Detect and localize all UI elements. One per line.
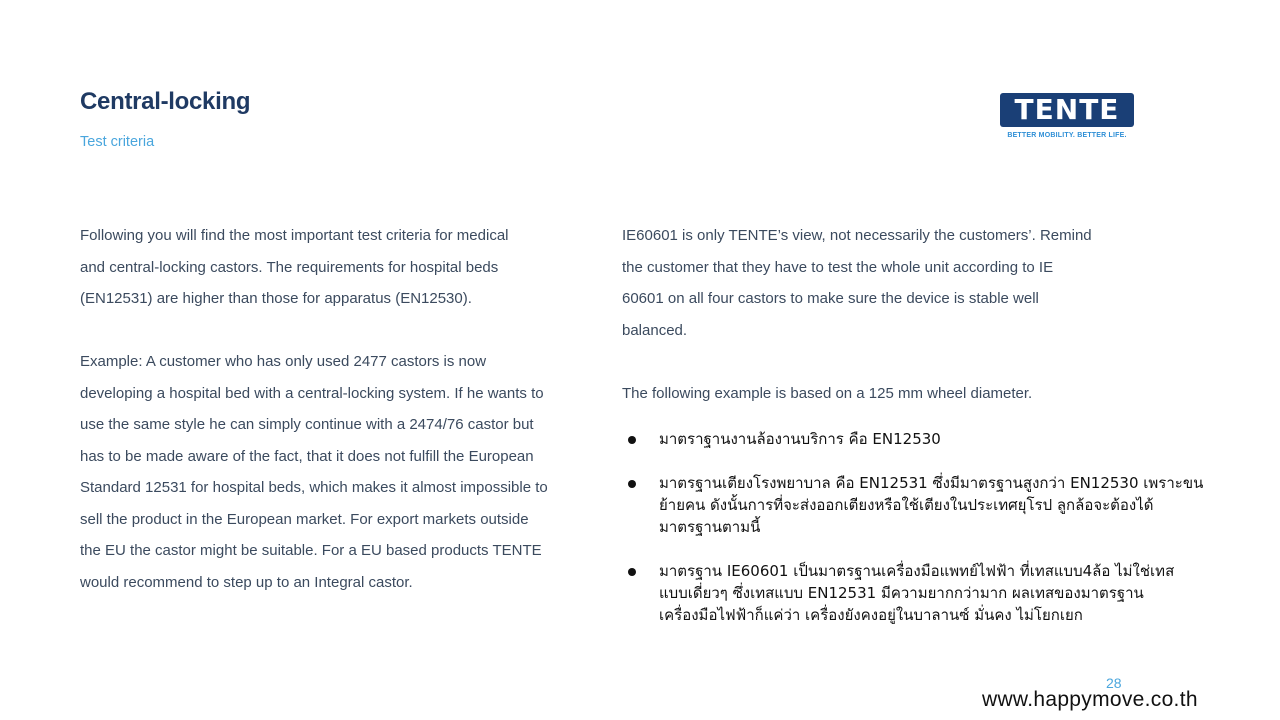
logo-tagline: BETTER MOBILITY. BETTER LIFE. (1007, 132, 1127, 139)
text-line: 60601 on all four castors to make sure the device is stable well (622, 290, 1039, 307)
page-subtitle: Test criteria (80, 134, 155, 150)
tente-logo (1000, 93, 1136, 139)
list-item (622, 560, 1242, 626)
left-text-column (80, 220, 600, 598)
text-line: Following you will find the most important test criteria for medical (80, 227, 509, 244)
text-line: The following example is based on a 125 mm wheel diameter. (622, 384, 1033, 402)
text-line: would recommend to step up to an Integral castor. (80, 573, 413, 591)
ie60601-paragraph (622, 220, 1242, 346)
text-line: แบบเดี่ยวๆ ซึ่งเทสแบบ EN12531 มีความยากกว่ามาก ผลเทสของมาตรฐาน (659, 584, 1144, 602)
thai-bullet-list (622, 428, 1242, 648)
bullet-icon (628, 436, 636, 444)
website-url: www.happymove.co.th (982, 688, 1198, 711)
text-line: has to be made aware of the fact, that it does not fulfill the European (80, 447, 534, 465)
text-line: the customer that they have to test the whole unit according to IE (622, 258, 1054, 276)
text-line: (EN12531) are higher than those for apparatus (EN12530). (80, 290, 472, 307)
page-title: Central-locking (80, 88, 251, 115)
bullet-icon (628, 480, 636, 488)
text-line: use the same style he can simply continue with a 2474/76 castor but (80, 416, 534, 433)
text-line: IE60601 is only TENTE’s view, not necessarily the customers’. Remind (622, 227, 1092, 244)
text-line: มาตรฐานตามนี้ (659, 518, 761, 536)
text-line: the EU the castor might be suitable. For a EU based products TENTE (80, 542, 542, 559)
text-line: ย้ายคน ดังนั้นการที่จะส่งออกเตียงหรือใช้เตียงในประเทศยุโรป ลูกล้อจะต้องได้ (659, 496, 1154, 514)
wheel-diameter-paragraph (622, 378, 1242, 410)
bullet-icon (628, 568, 636, 576)
list-item (622, 428, 1242, 450)
text-line: เครื่องมือไฟฟ้าก็แค่ว่า เครื่องยังคงอยู่ในบาลานซ์ มั่นคง ไม่โยกเยก (659, 606, 1083, 624)
text-line: มาตราฐานงานล้องานบริการ คือ EN12530 (659, 430, 941, 448)
list-item (622, 472, 1242, 538)
text-line: มาตรฐาน IE60601 เป็นมาตรฐานเครื่องมือแพทย์ไฟฟ้า ที่เทสแบบ4ล้อ ไม่ใช่เทส (659, 562, 1175, 580)
logo-wordmark: TENTE (1000, 93, 1134, 127)
text-line: balanced. (622, 321, 688, 339)
text-line: sell the product in the European market. For export markets outside (80, 510, 529, 528)
intro-paragraph (80, 220, 600, 315)
page-number: 28 (1106, 675, 1122, 691)
text-line: and central-locking castors. The requirements for hospital beds (80, 258, 499, 276)
example-paragraph (80, 346, 600, 598)
text-line: developing a hospital bed with a central-locking system. If he wants to (80, 384, 544, 402)
text-line: มาตรฐานเตียงโรงพยาบาล คือ EN12531 ซึ่งมีมาตรฐานสูงกว่า EN12530 เพราะขน (659, 474, 1204, 492)
text-line: Standard 12531 for hospital beds, which makes it almost impossible to (80, 479, 548, 496)
text-line: Example: A customer who has only used 2477 castors is now (80, 353, 487, 370)
right-text-column (622, 220, 1242, 409)
